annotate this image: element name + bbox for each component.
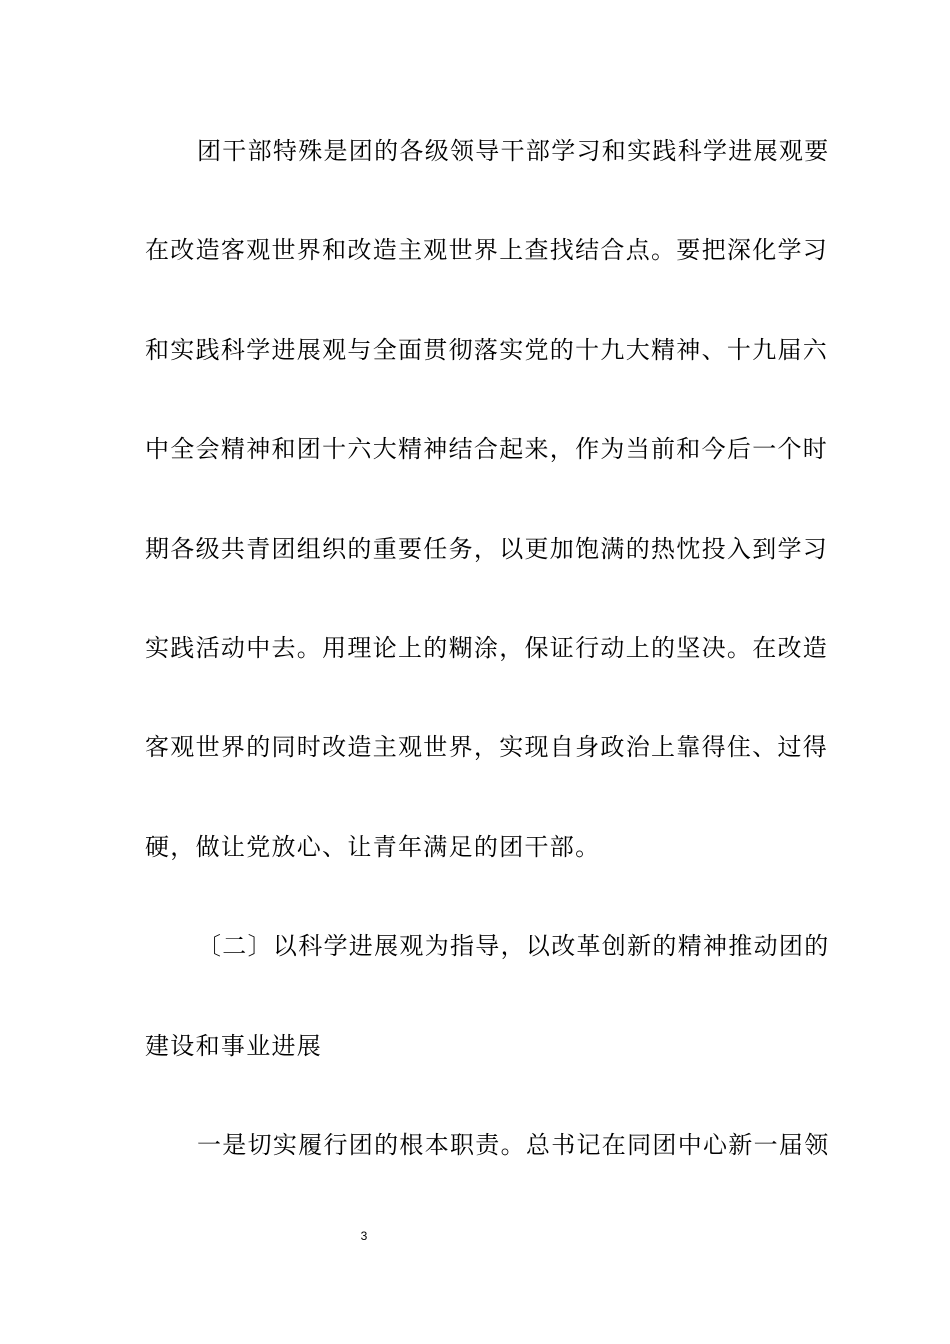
text-line: 和实践科学进展观与全面贯彻落实党的十九大精神、十九届六 xyxy=(145,335,829,364)
text-line: 在改造客观世界和改造主观世界上查找结合点。要把深化学习 xyxy=(145,236,829,265)
text-line: 期各级共青团组织的重要任务，以更加饱满的热忱投入到学习 xyxy=(145,534,829,563)
page-number: 3 xyxy=(360,1229,368,1243)
text-line: 一是切实履行团的根本职责。总书记在同团中心新一届领 xyxy=(197,1130,830,1159)
paragraph-3 xyxy=(145,1096,830,1195)
text-line: 实践活动中去。用理论上的糊涂，保证行动上的坚决。在改造 xyxy=(145,633,829,662)
text-line: 中全会精神和团十六大精神结合起来，作为当前和今后一个时 xyxy=(145,435,829,464)
body-text xyxy=(145,102,830,1195)
text-line: 团干部特殊是团的各级领导干部学习和实践科学进展观要 xyxy=(197,137,830,165)
heading-line: 〔二〕以科学进展观为指导，以改革创新的精神推动团的 xyxy=(197,932,830,961)
heading-line: 建设和事业进展 xyxy=(145,1031,323,1060)
text-line: 硬，做让党放心、让青年满足的团干部。 xyxy=(145,832,601,861)
paragraph-1 xyxy=(145,102,830,897)
section-heading-2 xyxy=(145,897,830,1096)
text-line: 客观世界的同时改造主观世界，实现自身政治上靠得住、过得 xyxy=(145,733,829,762)
